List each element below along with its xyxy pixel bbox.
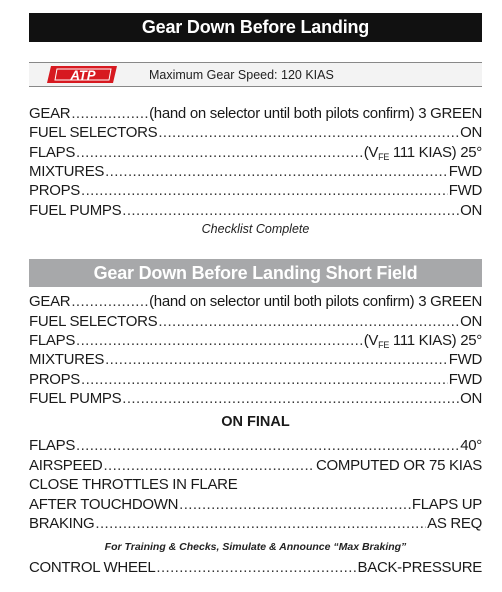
sf-item-mixtures: MIXTURES ..... FWD xyxy=(29,350,482,369)
item-fuel-selectors: FUEL SELECTORS ..... ON xyxy=(29,123,482,142)
item-control-wheel: CONTROL WHEEL ..... BACK-PRESSURE xyxy=(29,558,482,577)
training-note: For Training & Checks, Simulate & Announce “Max Braking” xyxy=(104,541,407,553)
item-mixtures: MIXTURES ..... FWD xyxy=(29,162,482,181)
sf-item-props: PROPS ..... FWD xyxy=(29,370,482,389)
max-gear-speed: Maximum Gear Speed: 120 KIAS xyxy=(149,67,334,82)
atp-logo xyxy=(47,66,117,83)
final-item-flaps: FLAPS ..... 40° xyxy=(29,436,482,455)
checklist-complete: Checklist Complete xyxy=(201,222,310,236)
item-fuel-pumps: FUEL PUMPS ..... ON xyxy=(29,201,482,220)
on-final-heading: ON FINAL xyxy=(221,414,290,430)
final-item-braking: BRAKING ..... AS REQ xyxy=(29,514,482,533)
sf-item-gear: GEAR ..... (hand on selector until both pilots confirm) 3 GREEN xyxy=(29,292,482,311)
atp-logo-text: ATP xyxy=(70,67,96,83)
item-props: PROPS ..... FWD xyxy=(29,181,482,200)
final-item-after-touchdown: AFTER TOUCHDOWN ..... FLAPS UP xyxy=(29,495,482,514)
info-bar xyxy=(29,62,482,87)
sf-item-fuel-selectors: FUEL SELECTORS ..... ON xyxy=(29,312,482,331)
final-item-close-throttles: CLOSE THROTTLES IN FLARE xyxy=(29,476,238,493)
item-gear: GEAR ..... (hand on selector until both pilots confirm) 3 GREEN xyxy=(29,104,482,123)
item-flaps: FLAPS ..... ($V_{FE}$ 111 KIAS) 25° xyxy=(29,143,482,162)
sf-item-fuel-pumps: FUEL PUMPS ..... ON xyxy=(29,389,482,408)
final-item-airspeed: AIRSPEED ..... COMPUTED OR 75 KIAS xyxy=(29,456,482,475)
section-1-title: Gear Down Before Landing xyxy=(29,13,482,42)
section-2-title: Gear Down Before Landing Short Field xyxy=(29,259,482,287)
sf-item-flaps: FLAPS ..... ($V_{FE}$ 111 KIAS) 25° xyxy=(29,331,482,350)
